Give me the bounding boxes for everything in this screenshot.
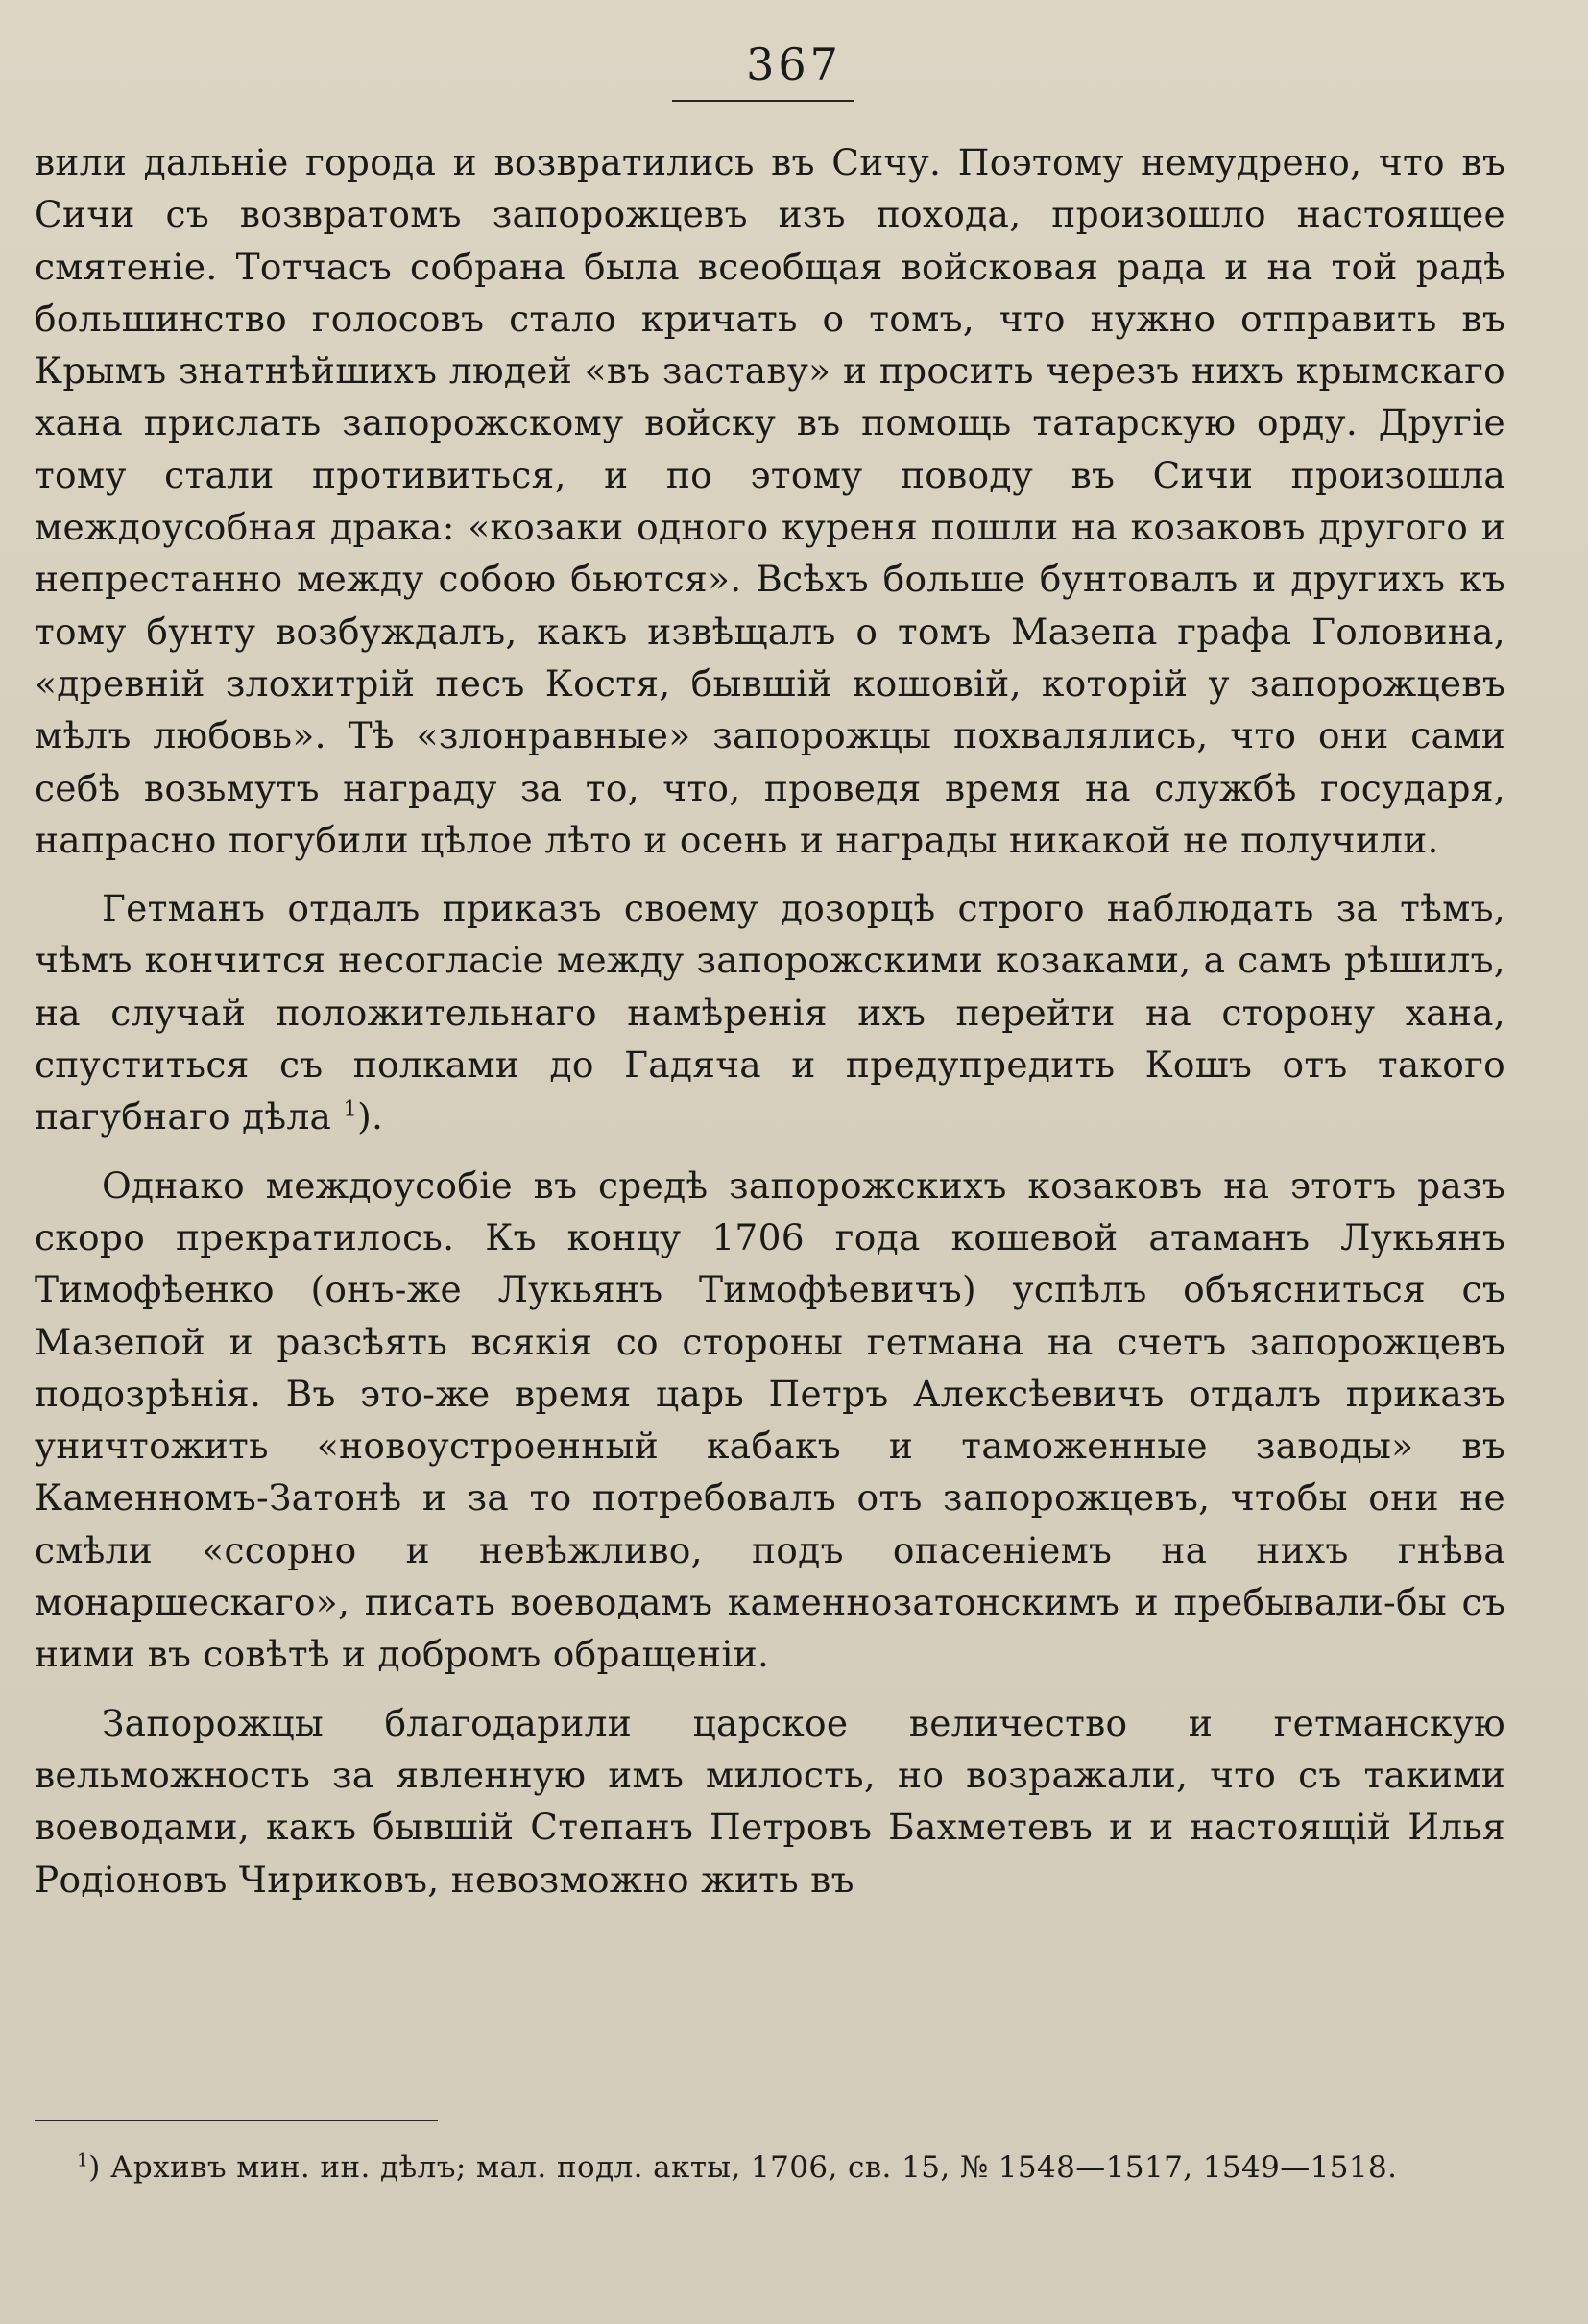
footnotes bbox=[35, 2141, 1505, 2194]
body-text bbox=[35, 136, 1505, 1905]
paragraph-1: вили дальніе города и возвратились въ Сичу. Поэтому немудрено, что въ Сичи съ возвратомъ запорожцевъ изъ похода, произошло настоящее смятеніе. Тотчасъ собрана была всеобщая войсковая рада и на той радѣ большинство голосовъ стало кричать о томъ, что нужно отправить въ Крымъ знатнѣйшихъ людей «въ заставу» и просить черезъ нихъ крымскаго хана прислать запорожскому войску въ помощь татарскую орду. Другіе тому стали противиться, и по этому поводу въ Сичи произошла междоусобная драка: «козаки одного куреня пошли на козаковъ другого и непрестанно между собою бьются». Всѣхъ больше бунтовалъ и другихъ къ тому бунту возбуждалъ, какъ извѣщалъ о томъ Мазепа графа Головина, «древній злохитрій песъ Костя, бывшій кошовій, которій у запорожцевъ мѣлъ любовь». Тѣ «злонравные» запорожцы похвалялись, что они сами себѣ возьмутъ награду за то, что, проведя время на службѣ государя, напрасно погубили цѣлое лѣто и осень и награды никакой не получили. bbox=[35, 141, 1505, 861]
paragraph-2-tail: ). bbox=[357, 1095, 384, 1138]
footnote-marker: 1 bbox=[77, 2150, 89, 2171]
footnote-text: ) Архивъ мин. ин. дѣлъ; мал. подл. акты, 1706, св. 15, № 1548—1517, 1549—1518. bbox=[88, 2150, 1398, 2185]
footnote-ref: 1 bbox=[343, 1096, 358, 1122]
paragraph-2-text: Гетманъ отдалъ приказъ своему дозорцѣ строго наблюдать за тѣмъ, чѣмъ кончится несогласіе между запорожскими козаками, а самъ рѣшилъ, на случай положительнаго намѣренія ихъ перейти на сторону хана, спуститься съ полками до Гадяча и предупредить Кошъ отъ такого пагубнаго дѣла bbox=[35, 887, 1505, 1138]
paragraph-4: Запорожцы благодарили царское величество и гетманскую вельможность за явленную имъ милость, но возражали, что съ такими воеводами, какъ бывшій Степанъ Петровъ Бахметевъ и и настоящій Илья Родіоновъ Чириковъ, невозможно жить въ bbox=[35, 1701, 1505, 1901]
paragraph-3: Однако междоусобіе въ средѣ запорожскихъ козаковъ на этотъ разъ скоро прекратилось. Къ концу 1706 года кошевой атаманъ Лукьянъ Тимофѣенко (онъ-же Лукьянъ Тимофѣевичъ) успѣлъ объясниться съ Мазепой и разсѣять всякія со стороны гетмана на счетъ запорожцевъ подозрѣнія. Въ это-же время царь Петръ Алексѣевичъ отдалъ приказъ уничтожить «новоустроенный кабакъ и таможенные заводы» въ Каменномъ-Затонѣ и за то потребовалъ отъ запорожцевъ, чтобы они не смѣли «ссорно и невѣжливо, подъ опасеніемъ на нихъ гнѣва монаршескаго», писать воеводамъ каменнозатонскимъ и пребывали-бы съ ними въ совѣтѣ и добромъ обращеніи. bbox=[35, 1163, 1505, 1676]
page-number-underline bbox=[672, 100, 854, 102]
footnote-separator bbox=[35, 2120, 438, 2121]
paragraph-2 bbox=[35, 882, 1505, 1142]
page-number: 367 bbox=[746, 38, 842, 90]
footnote-1 bbox=[35, 2141, 1505, 2194]
